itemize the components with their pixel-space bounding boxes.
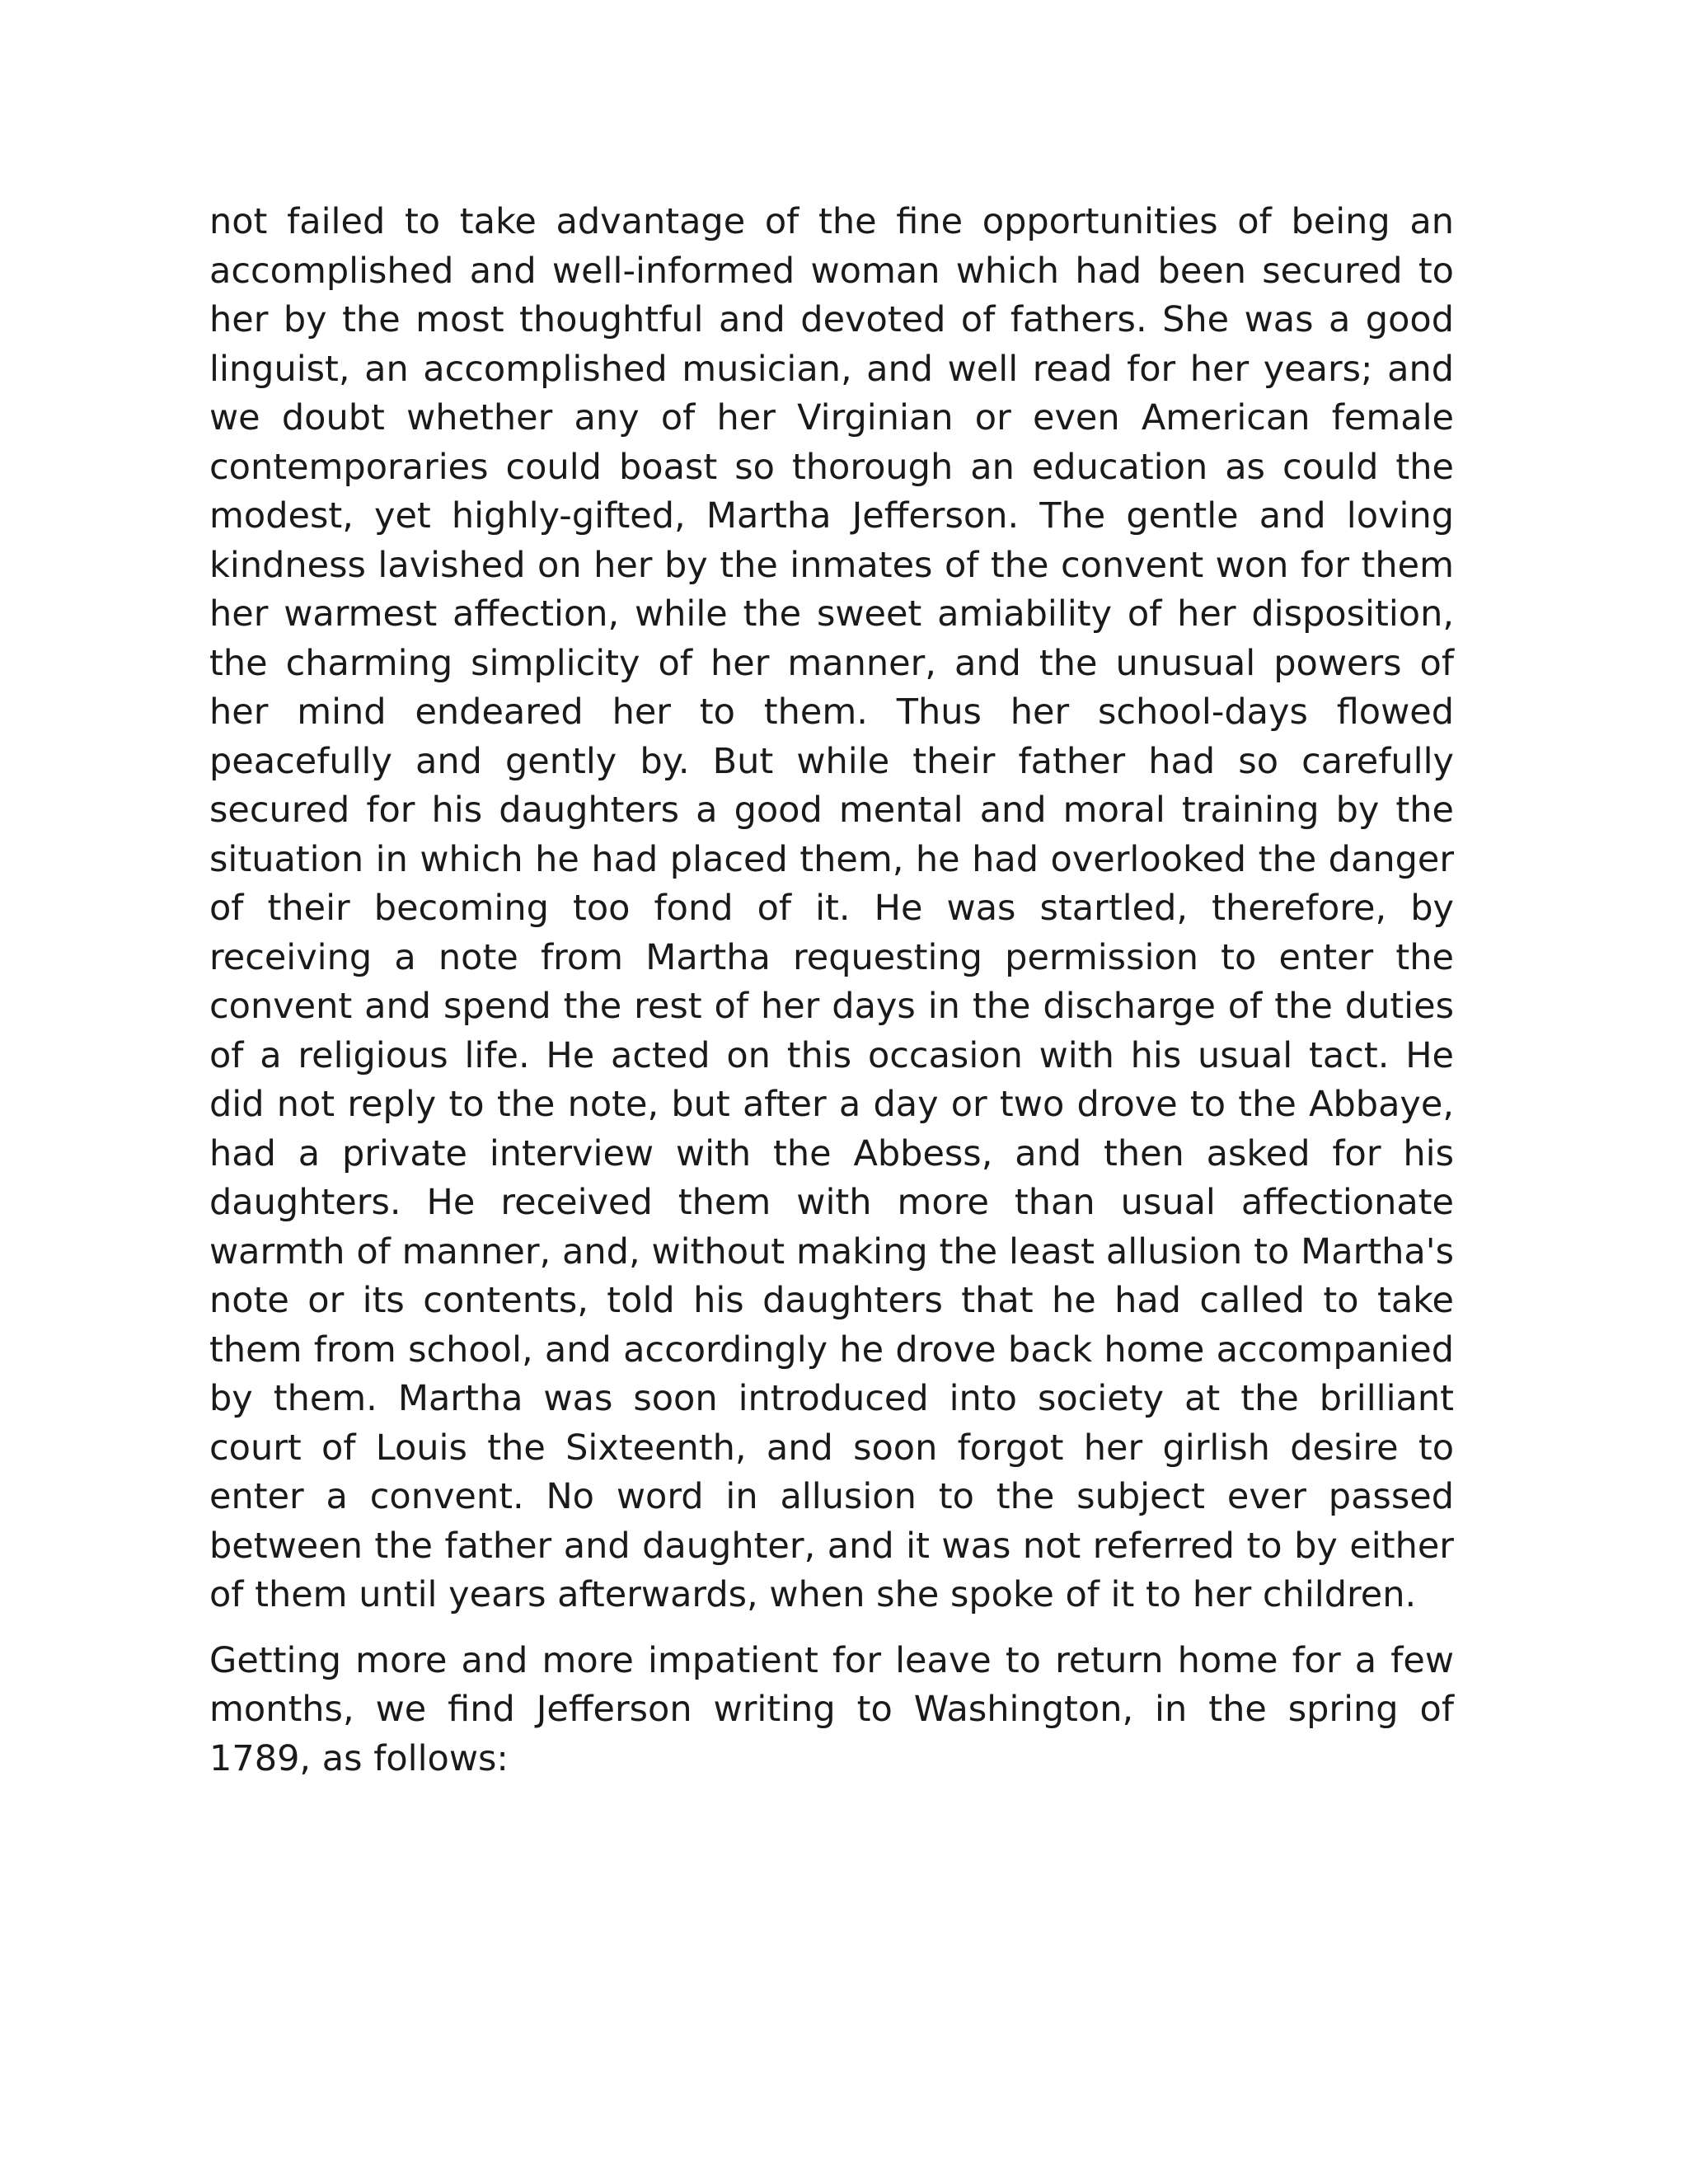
body-text (209, 198, 1454, 1783)
paragraph-2: Getting more and more impatient for leave to return home for a few months, we find Jefferson writing to Washington, in the spring of 1789, as follows: (209, 1639, 1454, 1779)
paragraph-1: not failed to take advantage of the fine opportunities of being an accomplished and well-informed woman which had been secured to her by the most thoughtful and devoted of fathers. She was a good linguist, an accomplished musician, and well read for her years; and we doubt whether any of her Virginian or even American female contemporaries could boast so thorough an education as could the modest, yet highly-gifted, Martha Jefferson. The gentle and loving kindness lavished on her by the inmates of the convent won for them her warmest affection, while the sweet amiability of her disposition, the charming simplicity of her manner, and the unusual powers of her mind endeared her to them. Thus her school-days flowed peacefully and gently by. But while their father had so carefully secured for his daughters a good mental and moral training by the situation in which he had placed them, he had overlooked the danger of their becoming too fond of it. He was startled, therefore, by receiving a note from Martha requesting permission to enter the convent and spend the rest of her days in the discharge of the duties of a religious life. He acted on this occasion with his usual tact. He did not reply to the note, but after a day or two drove to the Abbaye, had a private interview with the Abbess, and then asked for his daughters. He received them with more than usual affectionate warmth of manner, and, without making the least allusion to Martha's note or its contents, told his daughters that he had called to take them from school, and accordingly he drove back home accompanied by them. Martha was soon introduced into society at the brilliant court of Louis the Sixteenth, and soon forgot her girlish desire to enter a convent. No word in allusion to the subject ever passed between the father and daughter, and it was not referred to by either of them until years afterwards, when she spoke of it to her children. (209, 201, 1454, 1615)
